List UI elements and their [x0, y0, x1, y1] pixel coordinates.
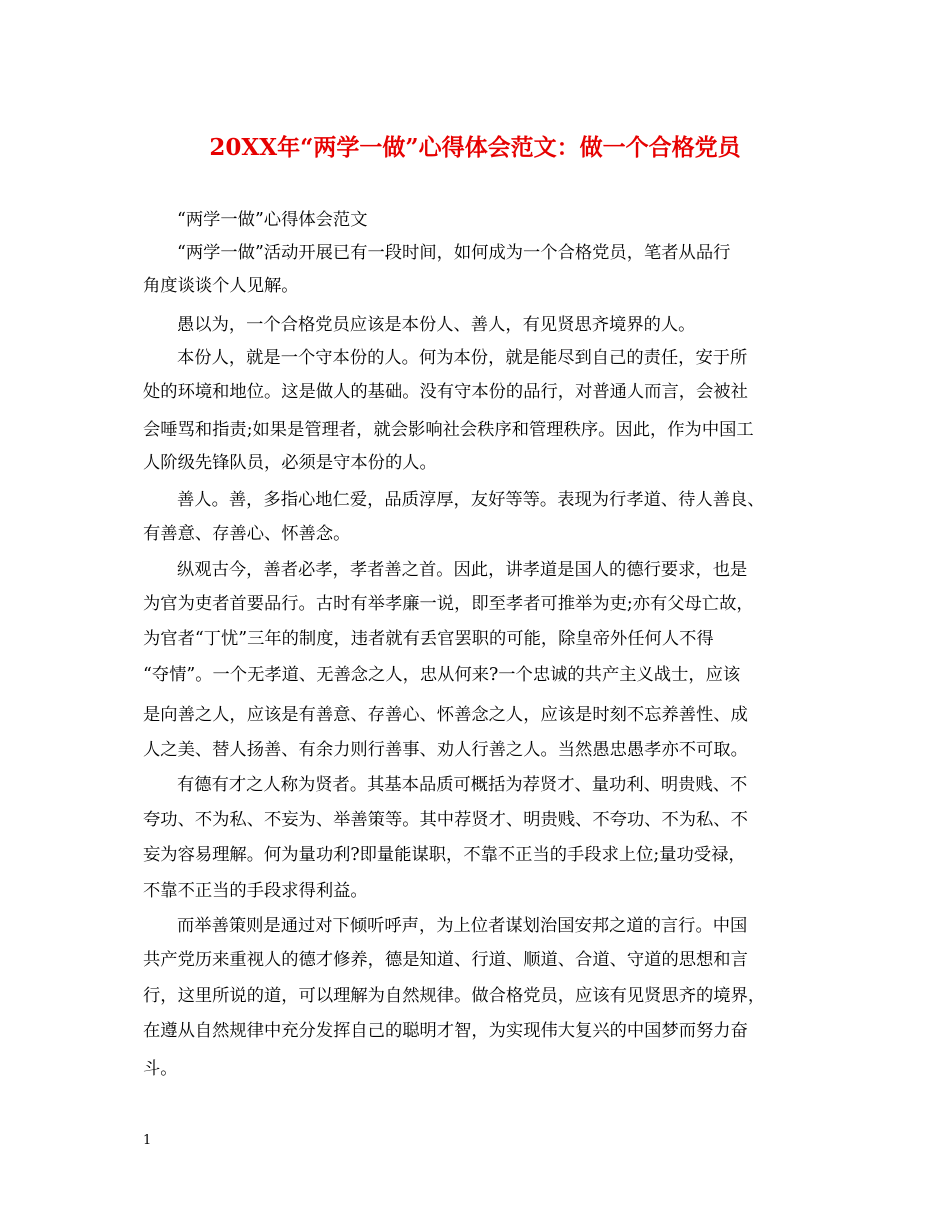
paragraph-line: “夺情”。一个无孝道、无善念之人，忠从何来?一个忠诚的共产主义战士，应该 — [143, 665, 741, 685]
paragraph-line: 人阶级先锋队员，必须是守本份的人。 — [143, 453, 437, 473]
paragraph-line: 夸功、不为私、不妄为、举善策等。其中荐贤才、明贵贱、不夸功、不为私、不 — [143, 810, 748, 830]
paragraph-line: 在遵从自然规律中充分发挥自己的聪明才智，为实现伟大复兴的中国梦而努力奋 — [143, 1021, 748, 1041]
paragraph-line: 会唾骂和指责;如果是管理者，就会影响社会秩序和管理秩序。因此，作为中国工 — [143, 420, 754, 440]
paragraph-line: 不靠不正当的手段求得利益。 — [143, 881, 368, 901]
page-number: 1 — [143, 1133, 152, 1148]
paragraph-line: 行，这里所说的道，可以理解为自然规律。做合格党员，应该有见贤思齐的境界， — [143, 986, 766, 1006]
paragraph-line: 愚以为，一个合格党员应该是本份人、善人，有见贤思齐境界的人。 — [177, 315, 696, 335]
paragraph-line: “两学一做”心得体会范文 — [177, 210, 368, 230]
paragraph-line: 有善意、存善心、怀善念。 — [143, 524, 351, 544]
paragraph-line: 为官者“丁忧”三年的制度，违者就有丢官罢职的可能，除皇帝外任何人不得 — [143, 629, 714, 649]
paragraph-line: 斗。 — [143, 1059, 178, 1079]
paragraph-line: 有德有才之人称为贤者。其基本品质可概括为荐贤才、量功利、明贵贱、不 — [177, 775, 748, 795]
paragraph-line: 善人。善，多指心地仁爱，品质淳厚，友好等等。表现为行孝道、待人善良、 — [177, 490, 765, 510]
paragraph-line: 妄为容易理解。何为量功利?即量能谋职，不靠不正当的手段求上位;量功受禄， — [143, 845, 746, 865]
paragraph-line: 为官为吏者首要品行。古时有举孝廉一说，即至孝者可推举为吏;亦有父母亡故， — [143, 594, 754, 614]
paragraph-line: 是向善之人，应该是有善意、存善心、怀善念之人，应该是时刻不忘养善性、成 — [143, 705, 748, 725]
document-title: 20XX年“两学一做”心得体会范文：做一个合格党员 — [209, 134, 741, 161]
paragraph-line: 本份人，就是一个守本份的人。何为本份，就是能尽到自己的责任，安于所 — [177, 348, 748, 368]
paragraph-line: 角度谈谈个人见解。 — [143, 276, 299, 296]
paragraph-line: 共产党历来重视人的德才修养，德是知道、行道、顺道、合道、守道的思想和言 — [143, 950, 748, 970]
paragraph-line: 人之美、替人扬善、有余力则行善事、劝人行善之人。当然愚忠愚孝亦不可取。 — [143, 740, 748, 760]
paragraph-line: “两学一做”活动开展已有一段时间，如何成为一个合格党员，笔者从品行 — [177, 243, 731, 263]
paragraph-line: 处的环境和地位。这是做人的基础。没有守本份的品行，对普通人而言，会被社 — [143, 382, 748, 402]
paragraph-line: 纵观古今，善者必孝，孝者善之首。因此，讲孝道是国人的德行要求，也是 — [177, 560, 748, 580]
paragraph-line: 而举善策则是通过对下倾听呼声，为上位者谋划治国安邦之道的言行。中国 — [177, 916, 748, 936]
